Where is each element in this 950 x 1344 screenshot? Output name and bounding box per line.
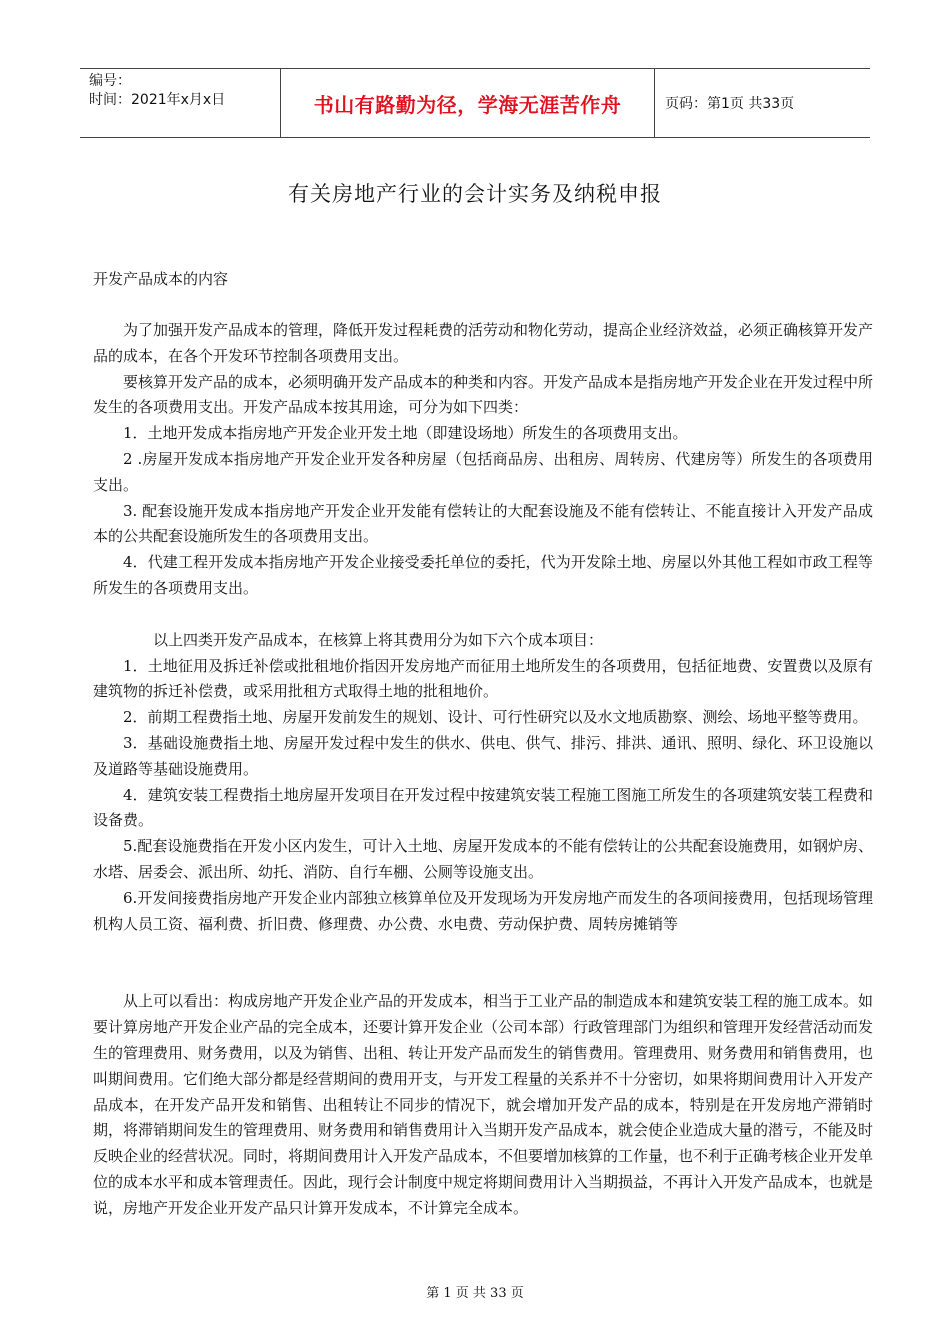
document-title: 有关房地产行业的会计实务及纳税申报 [288, 182, 662, 206]
paragraph: 2．前期工程费指土地、房屋开发前发生的规划、设计、可行性研究以及水文地质勘察、测绘、场地平整等费用。 [123, 708, 868, 727]
header-motto: 书山有路勤为径，学海无涯苦作舟 [281, 69, 655, 137]
paragraph: 2 .房屋开发成本指房地产开发企业开发各种房屋（包括商品房、出租房、周转房、代建房等）所发生的各项费用支出。 [93, 449, 873, 494]
paragraph: 5.配套设施费指在开发小区内发生，可计入土地、房屋开发成本的不能有偿转让的公共配套设施费用，如钢炉房、水塔、居委会、派出所、幼托、消防、自行车棚、公厕等设施支出。 [93, 837, 873, 881]
header-meta [80, 69, 281, 137]
header-page-number: 页码：第1页 共33页 [665, 96, 795, 112]
document-time-label: 时间：2021年x月x日 [89, 92, 226, 108]
paragraph: 1．土地征用及拆迁补偿或批租地价指因开发房地产而征用土地所发生的各项费用，包括征地费、安置费以及原有建筑物的拆迁补偿费，或采用批租方式取得土地的批租地价。 [93, 656, 873, 701]
document-number-label: 编号： [89, 73, 131, 89]
paragraph: 6.开发间接费指房地产开发企业内部独立核算单位及开发现场为开发房地产而发生的各项间接费用，包括现场管理机构人员工资、福利费、折旧费、修理费、办公费、水电费、劳动保护费、周转房摊销等 [93, 888, 873, 933]
paragraph: 3. 配套设施开发成本指房地产开发企业开发能有偿转让的大配套设施及不能有偿转让、不能直接计入开发产品成本的公共配套设施所发生的各项费用支出。 [93, 501, 873, 546]
paragraph: 4．代建工程开发成本指房地产开发企业接受委托单位的委托，代为开发除土地、房屋以外其他工程如市政工程等所发生的各项费用支出。 [93, 553, 873, 597]
section-heading: 开发产品成本的内容 [93, 270, 229, 288]
paragraph: 1．土地开发成本指房地产开发企业开发土地（即建设场地）所发生的各项费用支出。 [123, 424, 688, 443]
paragraph: 从上可以看出：构成房地产开发企业产品的开发成本，相当于工业产品的制造成本和建筑安装工程的施工成本。如要计算房地产开发企业产品的完全成本，还要计算开发企业（公司本部）行政管理部门为组织和管理开发经营活动而发生的管理费用、财务费用，以及为销售、出租、转让开发产品而发生的销售费用。管理费用、财务费用和销售费用，也叫期间费用。它们绝大部分都是经营期间的费用开支，与开发工程量的关系并不十分密切，如果将期间费用计入开发产品成本，在开发产品开发和销售、出租转让不同步的情况下，就会增加开发产品的成本，特别是在开发房地产滞销时期，将滞销期间发生的管理费用、财务费用和销售费用计入当期开发产品成本，就会使企业造成大量的潜亏，不能及时反映企业的经营状况。同时，将期间费用计入开发产品成本，不但要增加核算的工作量，也不利于正确考核企业开发单位的成本水平和成本管理责任。因此，现行会计制度中规定将期间费用计入当期损益，不再计入开发产品成本，也就是说，房地产开发企业开发产品只计算开发成本，不计算完全成本。 [93, 992, 874, 1217]
page-header [80, 68, 870, 138]
paragraph: 4．建筑安装工程费指土地房屋开发项目在开发过程中按建筑安装工程施工图施工所发生的各项建筑安装工程费和设备费。 [93, 785, 873, 830]
paragraph: 要核算开发产品的成本，必须明确开发产品成本的种类和内容。开发产品成本是指房地产开发企业在开发过程中所发生的各项费用支出。开发产品成本按其用途，可分为如下四类： [93, 372, 874, 417]
paragraph: 3．基础设施费指土地、房屋开发过程中发生的供水、供电、供气、排污、排洪、通讯、照明、绿化、环卫设施以及道路等基础设施费用。 [93, 733, 873, 778]
page-footer: 第 1 页 共 33 页 [426, 1286, 524, 1301]
paragraph: 以上四类开发产品成本，在核算上将其费用分为如下六个成本项目： [153, 630, 604, 649]
paragraph: 为了加强开发产品成本的管理，降低开发过程耗费的活劳动和物化劳动，提高企业经济效益，必须正确核算开发产品的成本，在各个开发环节控制各项费用支出。 [93, 321, 874, 365]
document-body [93, 318, 873, 1222]
